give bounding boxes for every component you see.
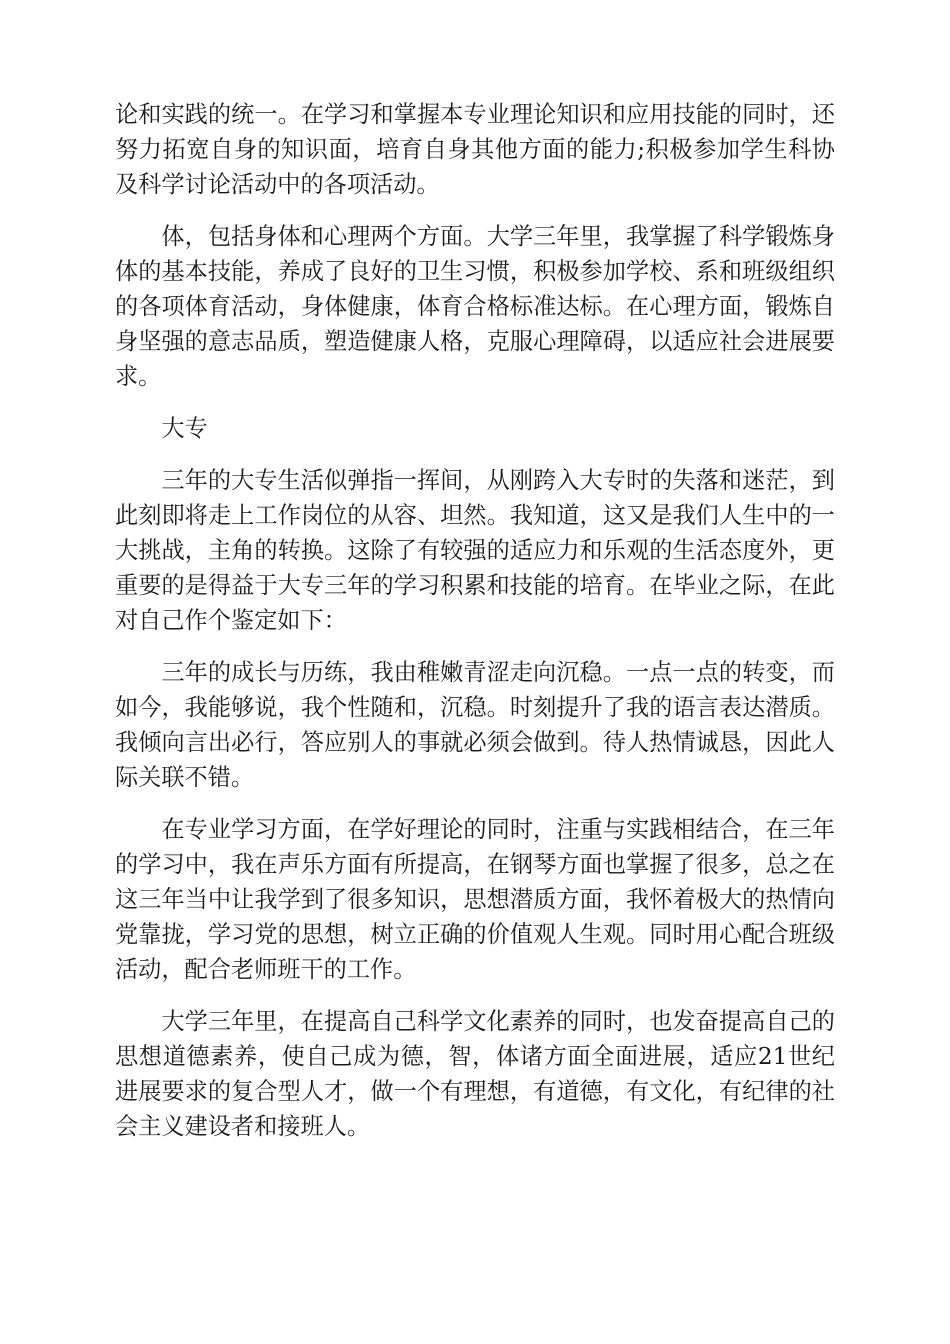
- paragraph-6: 大学三年里，在提高自己科学文化素养的同时，也发奋提高自己的思想道德素养，使自己成为德，智，体诸方面全面进展，适应21世纪进展要求的复合型人才，做一个有理想，有道德，有文化，有纪律的社会主义建设者和接班人。: [115, 1008, 835, 1140]
- paragraph-4: 三年的成长与历练，我由稚嫩青涩走向沉稳。一点一点的转变，而如今，我能够说，我个性随和，沉稳。时刻提升了我的语言表达潜质。我倾向言出必行，答应别人的事就必须会做到。待人热情诚恳，因此人际关联不错。: [115, 659, 835, 791]
- section-heading: 大专: [161, 415, 208, 442]
- paragraph-1: 论和实践的统一。在学习和掌握本专业理论知识和应用技能的同时，还努力拓宽自身的知识面，培育自身其他方面的能力;积极参加学生科协及科学讨论活动中的各项活动。: [115, 101, 835, 198]
- paragraph-3: 三年的大专生活似弹指一挥间，从刚跨入大专时的失落和迷茫，到此刻即将走上工作岗位的从容、坦然。我知道，这又是我们人生中的一大挑战，主角的转换。这除了有较强的适应力和乐观的生活态度外，更重要的是得益于大专三年的学习积累和技能的培育。在毕业之际，在此对自己作个鉴定如下：: [115, 467, 835, 634]
- paragraph-2: 体，包括身体和心理两个方面。大学三年里，我掌握了科学锻炼身体的基本技能，养成了良好的卫生习惯，积极参加学校、系和班级组织的各项体育活动，身体健康，体育合格标准达标。在心理方面，锻炼自身坚强的意志品质，塑造健康人格，克服心理障碍，以适应社会进展要求。: [115, 223, 835, 390]
- document-page: [115, 97, 835, 1161]
- paragraph-5: 在专业学习方面，在学好理论的同时，注重与实践相结合，在三年的学习中，我在声乐方面有所提高，在钢琴方面也掌握了很多，总之在这三年当中让我学到了很多知识，思想潜质方面，我怀着极大的热情向党靠拢，学习党的思想，树立正确的价值观人生观。同时用心配合班级活动，配合老师班干的工作。: [115, 816, 835, 983]
